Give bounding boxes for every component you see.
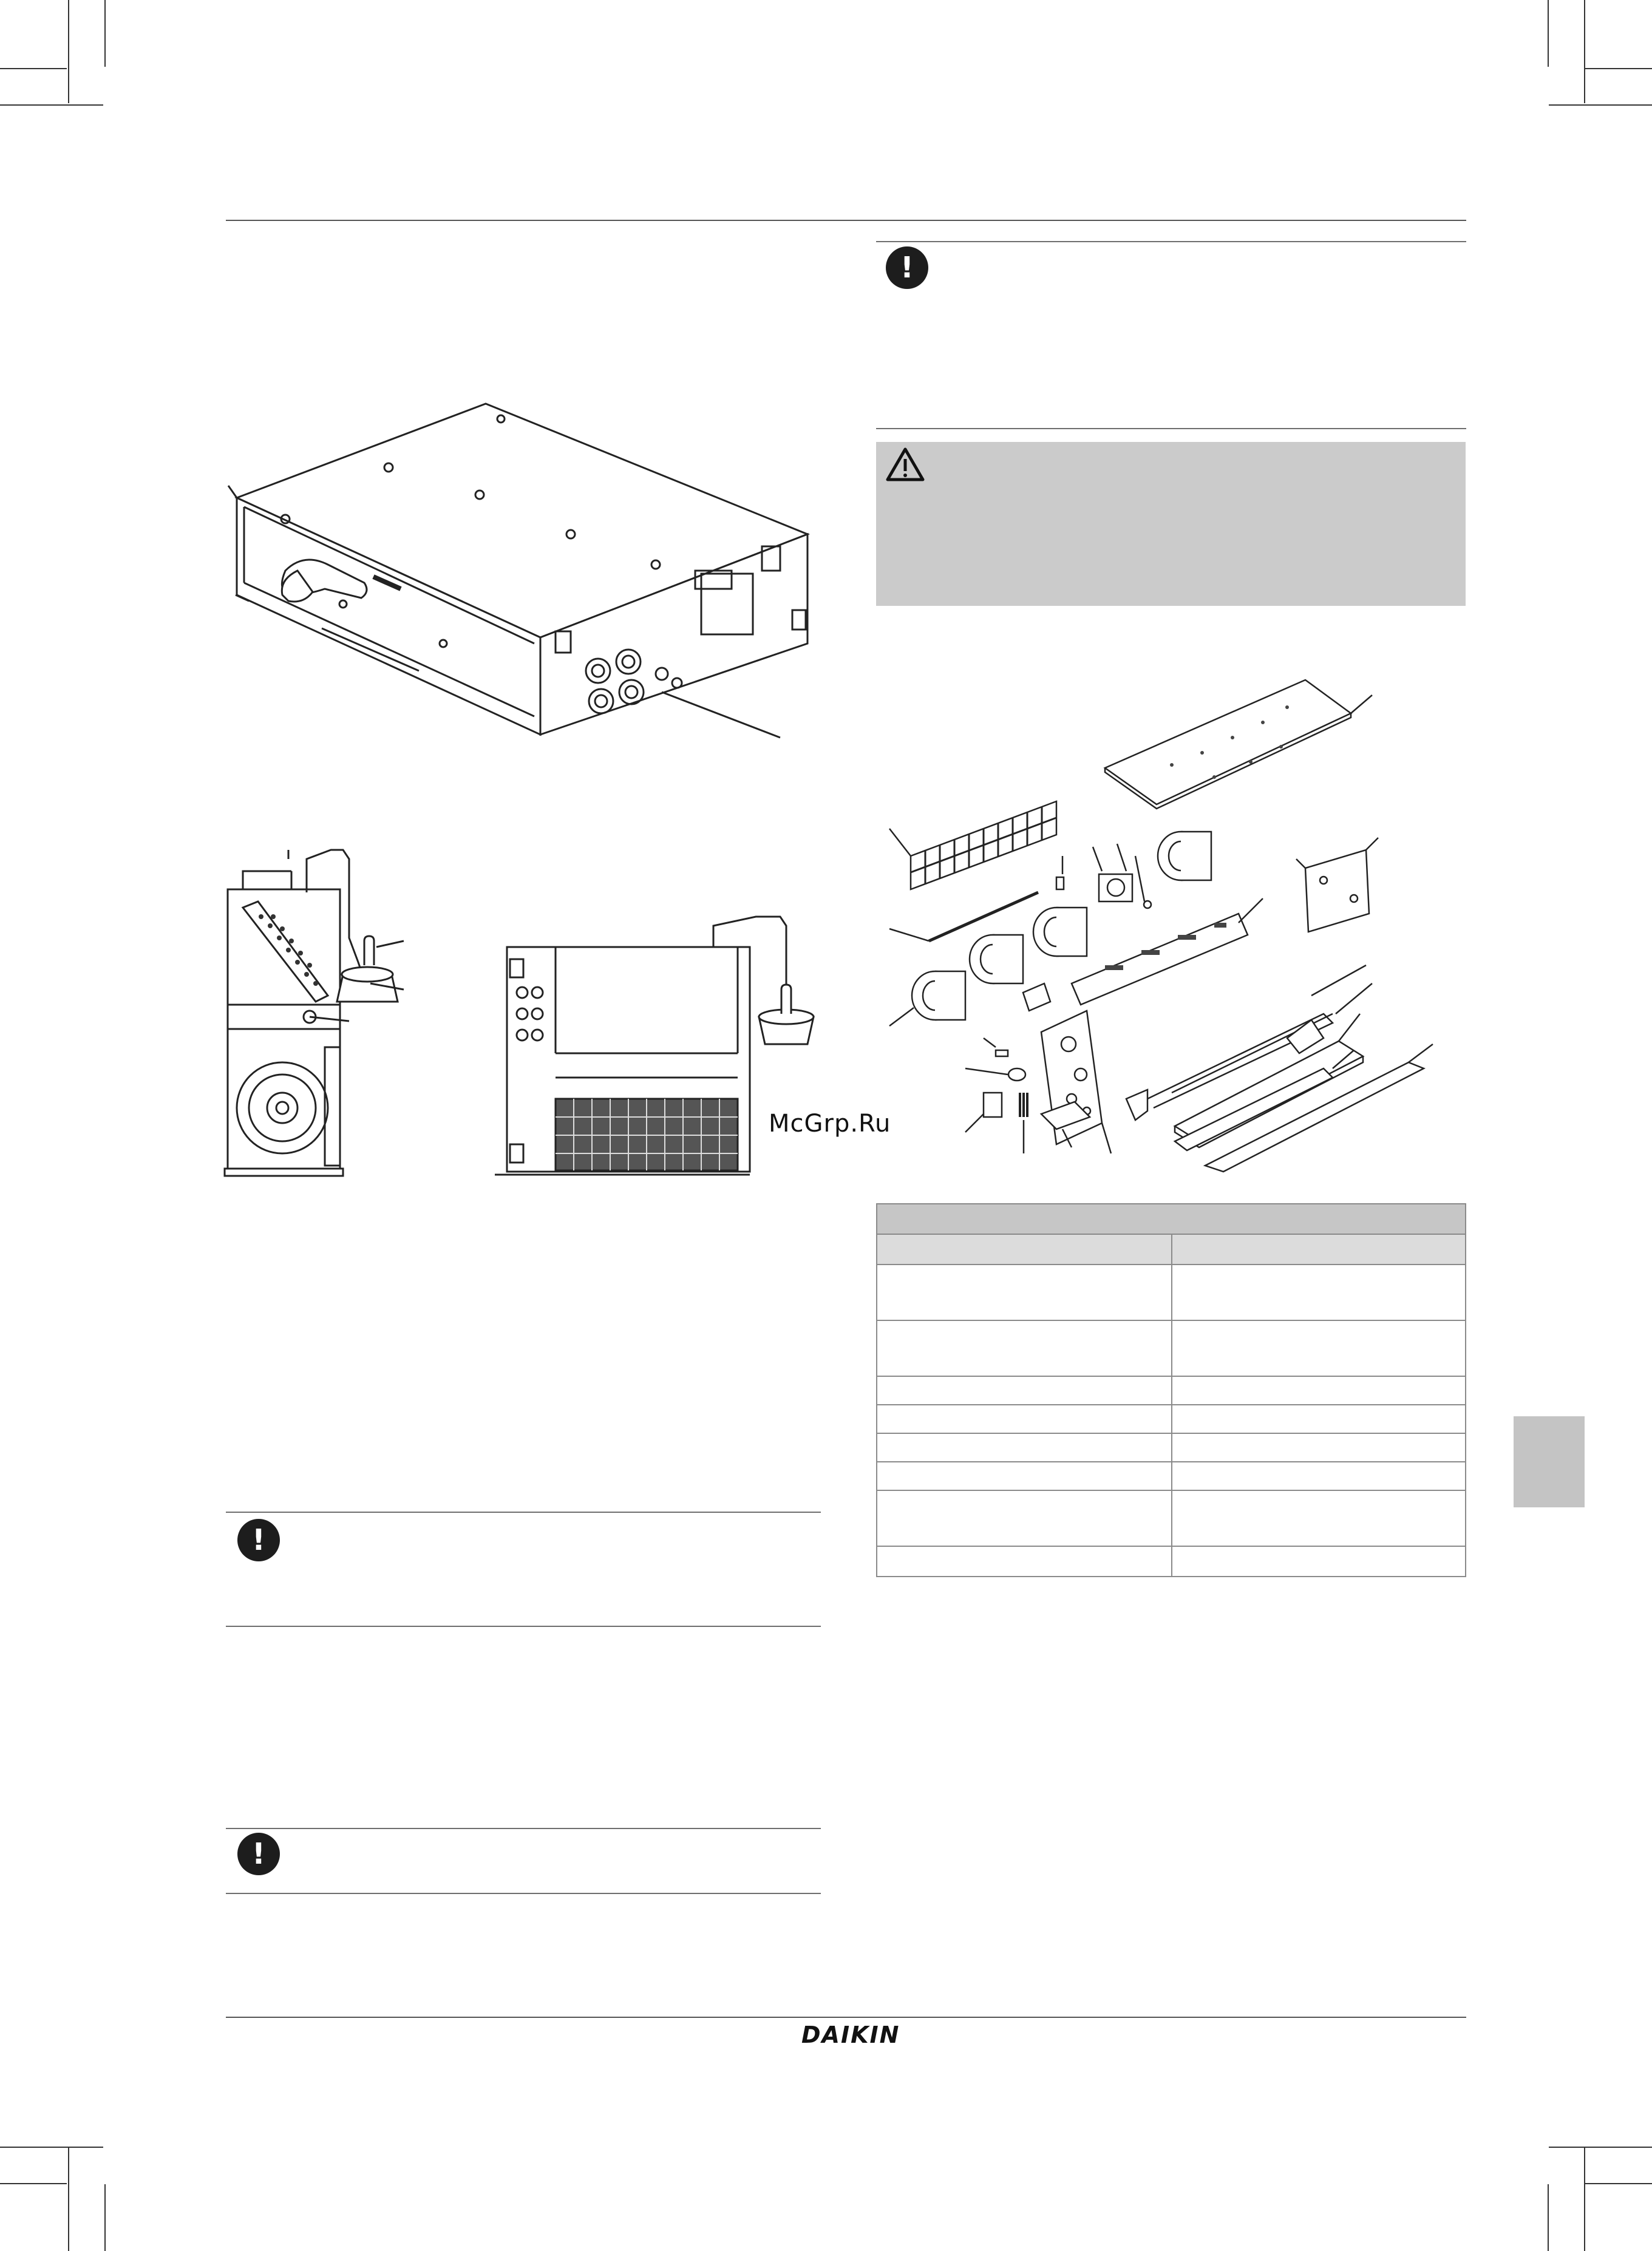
- table-row: [877, 1405, 1466, 1433]
- section-thumb-tab: [1514, 1416, 1585, 1507]
- column-header: [877, 1234, 1172, 1265]
- table-cell: [1172, 1546, 1466, 1577]
- table-column-header-row: [877, 1234, 1466, 1265]
- table-row: [877, 1320, 1466, 1376]
- crop-mark: [1585, 2183, 1652, 2184]
- crop-mark: [1584, 0, 1585, 103]
- crop-mark: [1584, 2148, 1585, 2251]
- table-row: [877, 1462, 1466, 1490]
- table-row: [877, 1546, 1466, 1577]
- exclamation-circle-icon: !: [237, 1519, 280, 1561]
- exclamation-circle-icon: !: [886, 246, 928, 289]
- table-cell: [1172, 1376, 1466, 1405]
- figure-drain-check-isometric: [225, 395, 801, 753]
- exclamation-circle-icon: !: [237, 1833, 280, 1875]
- crop-mark: [104, 0, 106, 67]
- footer-rule: [226, 2017, 1466, 2018]
- crop-mark: [0, 2147, 103, 2148]
- crop-mark: [0, 104, 103, 106]
- crop-mark: [1548, 2184, 1549, 2251]
- crop-mark: [0, 2183, 67, 2184]
- header-rule: [226, 220, 1466, 221]
- crop-mark: [104, 2184, 106, 2251]
- column-header: [1172, 1234, 1466, 1265]
- table-cell: [877, 1405, 1172, 1433]
- table-cell: [877, 1546, 1172, 1577]
- table-row: [877, 1376, 1466, 1405]
- table-cell: [1172, 1462, 1466, 1490]
- caution-box: [876, 442, 1466, 606]
- crop-mark: [1549, 104, 1652, 106]
- crop-mark: [68, 0, 69, 103]
- daikin-logo: DAIKIN: [801, 2022, 900, 2048]
- figure-drain-front-view: [495, 914, 835, 1181]
- watermark: McGrp.Ru: [769, 1110, 891, 1138]
- crop-mark: [1585, 68, 1652, 69]
- notice-top-rule: [226, 1512, 821, 1513]
- crop-mark: [68, 2148, 69, 2251]
- table-cell: [1172, 1433, 1466, 1462]
- table-cell: [877, 1376, 1172, 1405]
- table-cell: [877, 1433, 1172, 1462]
- notice-bottom-rule: [226, 1626, 821, 1627]
- table-header: [877, 1204, 1466, 1234]
- notice-top-rule: [876, 241, 1466, 242]
- table-cell: [877, 1265, 1172, 1320]
- notice-bottom-rule: [226, 1893, 821, 1894]
- table-header-row: [877, 1204, 1466, 1234]
- figure-drain-cross-section: [225, 847, 407, 1178]
- table-cell: [1172, 1320, 1466, 1376]
- table-cell: [1172, 1405, 1466, 1433]
- table-row: [877, 1433, 1466, 1462]
- crop-mark: [0, 68, 67, 69]
- warning-triangle-icon: [885, 447, 925, 482]
- table-cell: [877, 1462, 1172, 1490]
- crop-mark: [1548, 0, 1549, 67]
- table-cell: [877, 1490, 1172, 1546]
- notice-top-rule: [226, 1828, 821, 1829]
- table-cell: [1172, 1490, 1466, 1546]
- figure-exploded-parts-view: [886, 674, 1445, 1184]
- parts-table: [876, 1203, 1466, 1577]
- table-row: [877, 1265, 1466, 1320]
- table-row: [877, 1490, 1466, 1546]
- notice-bottom-rule: [876, 428, 1466, 429]
- crop-mark: [1549, 2147, 1652, 2148]
- table-cell: [877, 1320, 1172, 1376]
- table-cell: [1172, 1265, 1466, 1320]
